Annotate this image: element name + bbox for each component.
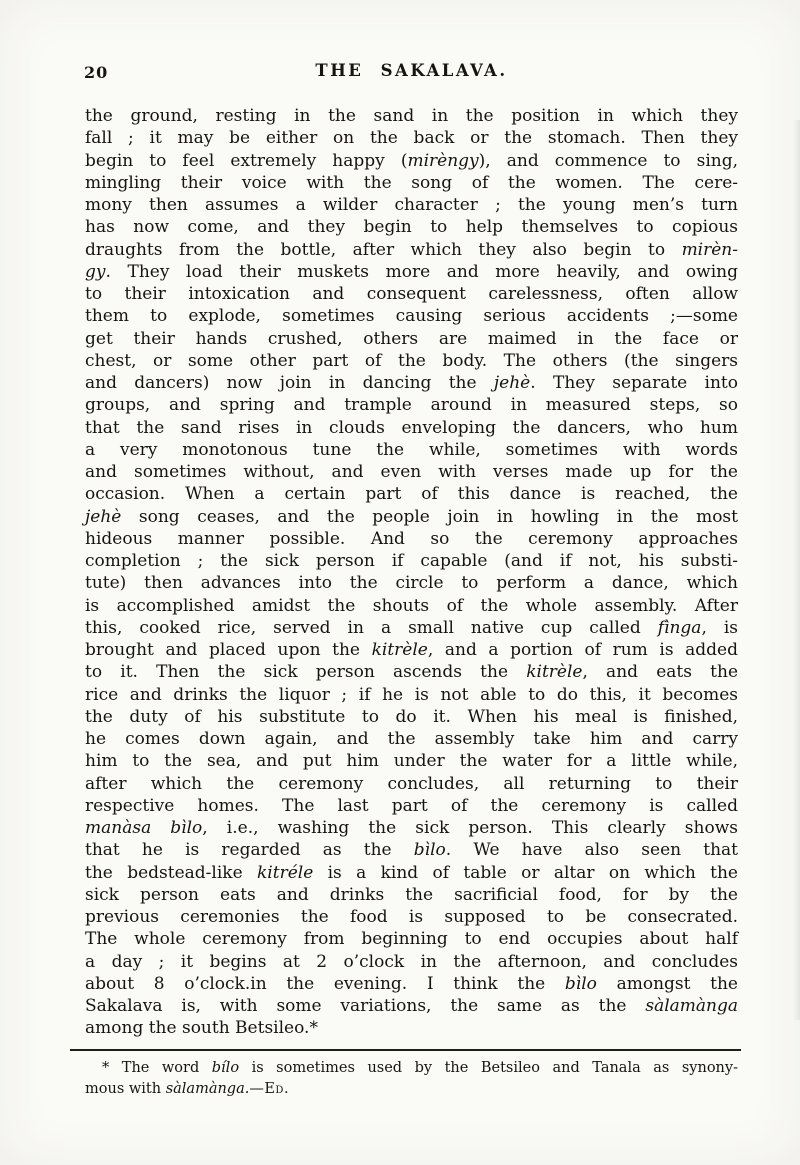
text-segment: that the sand rises in clouds enveloping the dancers, who hum — [85, 417, 738, 438]
text-segment: kitréle — [257, 862, 314, 883]
text-segment: . They separate into — [530, 373, 738, 393]
text-line — [85, 528, 738, 550]
page-header — [85, 61, 738, 82]
text-segment: about 8 o’clock.in the evening. I think the — [85, 973, 565, 994]
text-segment: begin to feel extremely happy ( — [85, 150, 408, 171]
text-segment: , i.e., washing the sick person. This clearly shows — [202, 818, 738, 838]
text-segment: —Ed. — [249, 1080, 290, 1097]
text-segment: among the south Betsileo.* — [85, 1018, 318, 1039]
text-segment: song ceases, and the people join in howling in the most — [121, 506, 738, 527]
text-line — [85, 906, 738, 928]
footnote-rule — [70, 1049, 741, 1051]
text-segment: * The word — [102, 1059, 212, 1076]
text-line — [85, 239, 738, 261]
text-segment: is accomplished amidst the shouts of the whole assembly. After — [85, 595, 738, 616]
text-segment: completion ; the sick person if capable (and if not, his substi- — [85, 551, 738, 571]
footnote-line — [85, 1058, 738, 1079]
text-line — [85, 639, 738, 661]
text-segment: a day ; it begins at 2 o’clock in the afternoon, and concludes — [85, 951, 738, 972]
text-segment: the bedstead-like — [85, 862, 257, 883]
text-segment: him to the sea, and put him under the water for a little while, — [85, 751, 738, 772]
text-line — [85, 328, 738, 350]
text-segment: them to explode, sometimes causing serious accidents ;—some — [85, 306, 738, 327]
text-line — [85, 995, 738, 1017]
text-line — [85, 350, 738, 372]
text-line — [85, 417, 738, 439]
text-segment: get their hands crushed, others are maimed in the face or — [85, 328, 738, 349]
text-segment: mingling their voice with the song of the women. The cere- — [85, 172, 738, 193]
text-segment: mirèn- — [681, 239, 738, 260]
text-line — [85, 305, 738, 327]
text-line — [85, 661, 738, 683]
text-segment: sick person eats and drinks the sacrificial food, for by the — [85, 884, 738, 905]
text-segment: chest, or some other part of the body. The others (the singers — [85, 350, 738, 371]
text-line — [85, 928, 738, 950]
text-line — [85, 728, 738, 750]
text-segment: previous ceremonies the food is supposed to be consecrated. — [85, 907, 738, 927]
text-line — [85, 884, 738, 906]
text-segment: mirèngy — [407, 150, 479, 171]
text-segment: kitrèle — [371, 640, 428, 660]
text-segment: this, cooked rice, served in a small native cup called — [85, 617, 658, 638]
text-segment: he comes down again, and the assembly take him and carry — [85, 729, 738, 749]
text-segment: rice and drinks the liquor ; if he is not able to do this, it becomes — [85, 684, 738, 705]
text-segment: jehè — [493, 373, 531, 393]
text-segment: has now come, and they begin to help themselves to copious — [85, 217, 738, 238]
text-line — [85, 483, 738, 505]
text-segment: amongst the — [596, 973, 738, 994]
text-line — [85, 127, 738, 149]
text-segment: gy — [85, 261, 106, 282]
text-segment: manàsa bìlo — [85, 818, 203, 838]
text-segment: groups, and spring and trample around in measured steps, so — [85, 395, 738, 416]
text-segment: The whole ceremony from beginning to end occupies about half — [85, 929, 738, 950]
text-segment: that he is regarded as the — [85, 840, 414, 861]
text-segment: mony then assumes a wilder character ; the young men’s turn — [85, 195, 738, 215]
text-segment: bìlo — [564, 973, 597, 994]
text-line — [85, 617, 738, 639]
text-segment: , and eats the — [582, 662, 738, 683]
text-line — [85, 216, 738, 238]
text-segment: . We have also seen that — [445, 840, 738, 861]
text-line — [85, 1017, 738, 1039]
text-line — [85, 706, 738, 728]
text-line — [85, 795, 738, 817]
text-line — [85, 439, 738, 461]
text-segment: hideous manner possible. And so the ceremony approaches — [85, 528, 738, 549]
footnote — [85, 1058, 738, 1100]
text-line — [85, 595, 738, 617]
text-line — [85, 461, 738, 483]
text-line — [85, 372, 738, 394]
text-segment: to it. Then the sick person ascends the — [85, 662, 527, 683]
text-segment: sàlamànga — [645, 996, 738, 1016]
text-segment: bìlo — [413, 840, 446, 861]
text-segment: kitrèle — [526, 662, 583, 683]
text-segment: . They load their muskets more and more heavily, and owing — [105, 261, 738, 282]
text-segment: fìnga — [657, 617, 702, 638]
text-line — [85, 684, 738, 706]
text-segment: after which the ceremony concludes, all returning to their — [85, 773, 738, 794]
text-segment: and sometimes without, and even with verses made up for the — [85, 462, 738, 482]
running-title: THE SAKALAVA. — [315, 61, 508, 80]
text-segment: fall ; it may be either on the back or the stomach. Then they — [85, 128, 738, 149]
text-segment: a very monotonous tune the while, sometimes with words — [85, 439, 738, 460]
text-segment: sàlamànga. — [165, 1080, 250, 1097]
text-segment: , and a portion of rum is added — [427, 640, 738, 660]
page-number: 20 — [84, 63, 109, 82]
text-segment: , is — [701, 617, 739, 638]
text-line — [85, 172, 738, 194]
scan-edge-shadow — [793, 120, 800, 1020]
page-content — [85, 61, 738, 1100]
text-segment: and dancers) now join in dancing the — [85, 373, 494, 393]
text-line — [85, 150, 738, 172]
text-line — [85, 194, 738, 216]
text-segment: respective homes. The last part of the ceremony is called — [85, 795, 738, 816]
text-segment: ), and commence to sing, — [478, 150, 738, 171]
text-segment: brought and placed upon the — [85, 640, 372, 660]
body-text — [85, 105, 738, 1040]
text-segment: to their intoxication and consequent carelessness, often allow — [85, 284, 738, 304]
text-segment: tute) then advances into the circle to perform a dance, which — [85, 573, 738, 594]
text-line — [85, 973, 738, 995]
text-line — [85, 506, 738, 528]
text-segment: mous with — [85, 1080, 166, 1097]
text-segment: occasion. When a certain part of this dance is reached, the — [85, 484, 738, 505]
text-segment: draughts from the bottle, after which they also begin to — [85, 239, 682, 260]
text-line — [85, 951, 738, 973]
text-segment: jehè — [85, 506, 122, 527]
text-segment: is sometimes used by the Betsileo and Tanala as synony- — [239, 1059, 738, 1076]
text-line — [85, 572, 738, 594]
text-line — [85, 839, 738, 861]
text-line — [85, 283, 738, 305]
text-line — [85, 105, 738, 127]
text-line — [85, 862, 738, 884]
text-segment: the duty of his substitute to do it. When his meal is finished, — [85, 706, 738, 727]
text-line — [85, 550, 738, 572]
text-line — [85, 261, 738, 283]
footnote-line — [85, 1079, 738, 1100]
text-segment: Sakalava is, with some variations, the same as the — [85, 996, 646, 1016]
text-segment: bílo — [211, 1059, 240, 1076]
text-line — [85, 817, 738, 839]
text-line — [85, 773, 738, 795]
text-line — [85, 750, 738, 772]
text-segment: is a kind of table or altar on which the — [313, 862, 738, 883]
text-segment: the ground, resting in the sand in the position in which they — [85, 106, 738, 126]
text-line — [85, 394, 738, 416]
